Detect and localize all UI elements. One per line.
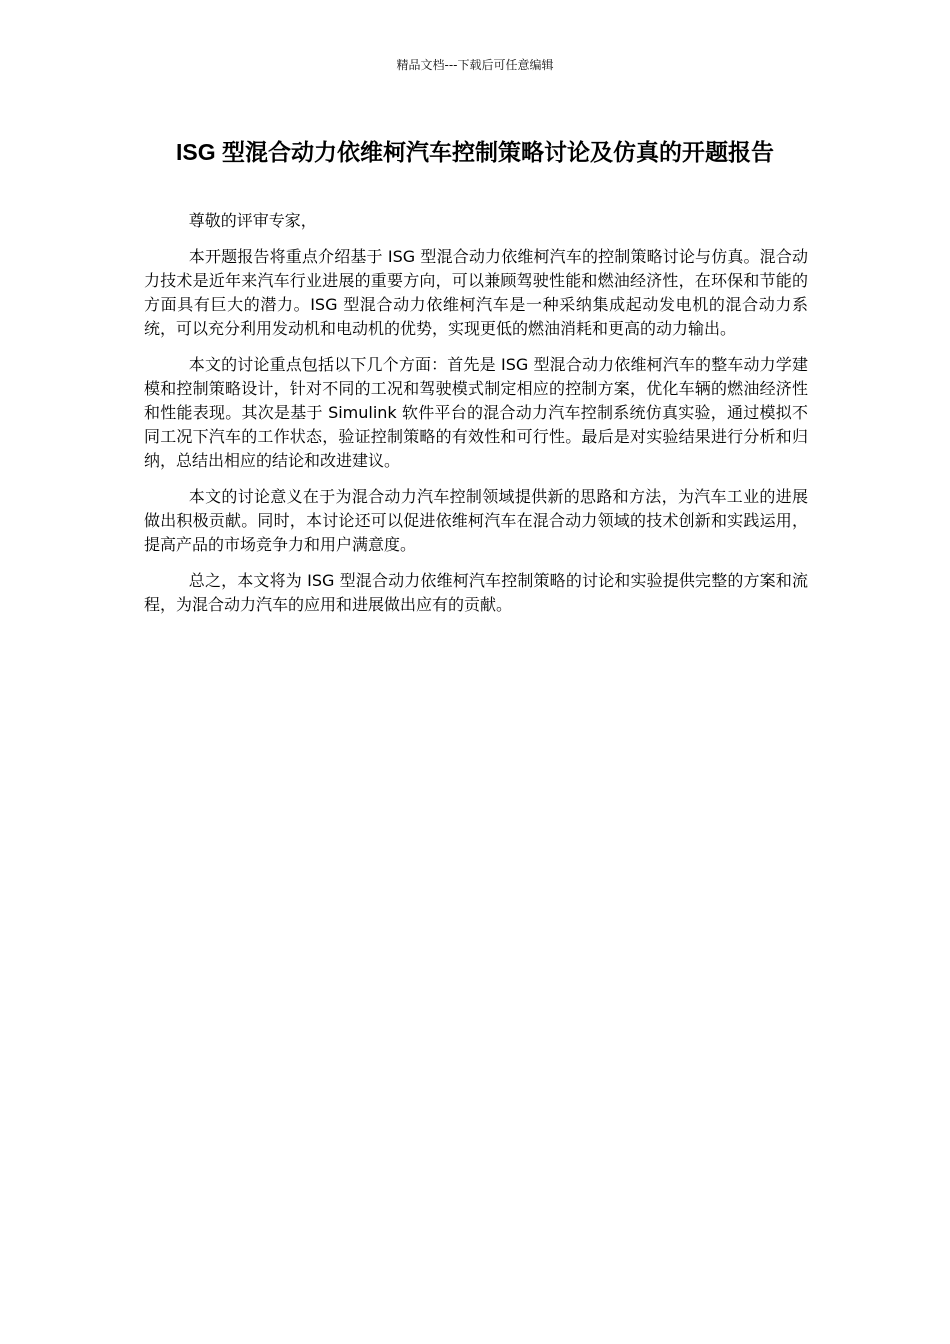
document-title: ISG 型混合动力依维柯汽车控制策略讨论及仿真的开题报告 bbox=[175, 139, 774, 165]
paragraph-research-focus: 本文的讨论重点包括以下几个方面：首先是 ISG 型混合动力依维柯汽车的整车动力学建模和控制策略设计，针对不同的工况和驾驶模式制定相应的控制方案，优化车辆的燃油经济性和性能表现。其次是基于 Simulink 软件平台的混合动力汽车控制系统仿真实验，通过模拟不同工况下汽车的工作状态，验证控制策略的有效性和可行性。最后是对实验结果进行分析和归纳，总结出相应的结论和改进建议。 bbox=[144, 355, 808, 470]
paragraph-conclusion: 总之，本文将为 ISG 型混合动力依维柯汽车控制策略的讨论和实验提供完整的方案和流程，为混合动力汽车的应用和进展做出应有的贡献。 bbox=[144, 571, 808, 614]
document-body bbox=[144, 209, 808, 629]
paragraph-significance: 本文的讨论意义在于为混合动力汽车控制领域提供新的思路和方法，为汽车工业的进展做出积极贡献。同时，本讨论还可以促进依维柯汽车在混合动力领域的技术创新和实践运用，提高产品的市场竞争力和用户满意度。 bbox=[144, 487, 808, 554]
page-header: 精品文档---下载后可任意编辑 bbox=[396, 58, 554, 72]
greeting: 尊敬的评审专家， bbox=[188, 211, 317, 230]
paragraph-introduction: 本开题报告将重点介绍基于 ISG 型混合动力依维柯汽车的控制策略讨论与仿真。混合动力技术是近年来汽车行业进展的重要方向，可以兼顾驾驶性能和燃油经济性，在环保和节能的方面具有巨大的潜力。ISG 型混合动力依维柯汽车是一种采纳集成起动发电机的混合动力系统，可以充分利用发动机和电动机的优势，实现更低的燃油消耗和更高的动力输出。 bbox=[144, 247, 808, 338]
